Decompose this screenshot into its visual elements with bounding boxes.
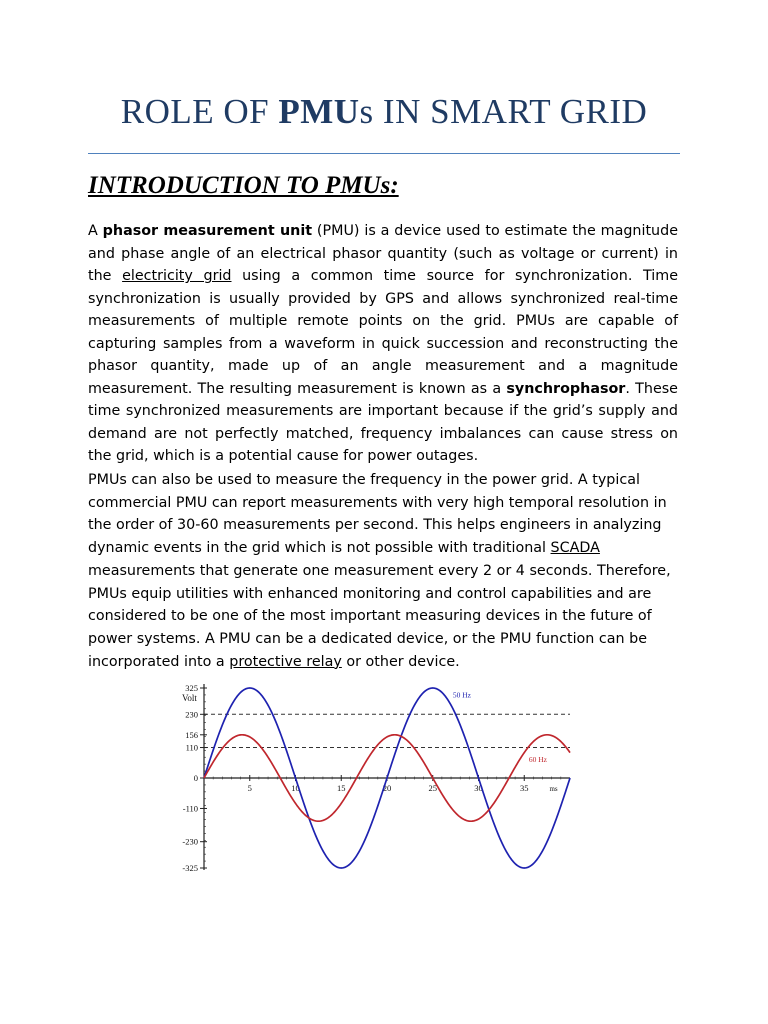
y-tick-label: 325 xyxy=(185,683,198,693)
y-tick-label: 156 xyxy=(185,729,198,740)
x-tick-label: 5 xyxy=(247,783,252,793)
page-title xyxy=(0,92,768,132)
y-tick-label: 110 xyxy=(185,742,198,753)
y-tick-label: -325 xyxy=(182,863,198,873)
y-axis-label: Volt xyxy=(182,693,197,703)
title-part: s IN SMART GRID xyxy=(359,92,648,131)
series-label-60hz: 60 Hz xyxy=(528,754,547,764)
x-tick-label: 20 xyxy=(382,783,392,793)
link-scada[interactable]: SCADA xyxy=(550,540,600,557)
x-tick-label: 10 xyxy=(291,783,300,793)
text-run: A xyxy=(88,223,103,239)
text-run: (PMU) is a device used to estimate the magnitude and phase angle of an electrical phasor quantity (such as voltage or current) in the xyxy=(88,223,678,284)
y-tick-label: -230 xyxy=(182,836,198,847)
x-tick-label: 30 xyxy=(474,783,483,793)
x-tick-label: 35 xyxy=(520,783,529,793)
x-tick-label: 25 xyxy=(428,783,437,793)
link-protective-relay[interactable]: protective relay xyxy=(229,653,342,670)
y-tick-label: 0 xyxy=(193,773,198,783)
text-run: using a common time source for synchronization. Time synchronization is usually provided by GPS and allows synchronized real-time measurements of multiple remote points on the grid. PMUs are capable of capturing samples from a waveform in quick succession and reconstructing the phasor quantity, made up of an angle measurement and a magnitude measurement. The resulting measurement is known as a xyxy=(88,268,678,397)
title-part: ROLE OF xyxy=(120,92,279,131)
y-tick-label: 230 xyxy=(185,709,198,720)
paragraph-frequency xyxy=(88,469,678,673)
section-heading: INTRODUCTION TO PMUs: xyxy=(88,172,399,199)
text-run: measurements that generate one measurement every 2 or 4 seconds. Therefore, PMUs equip utilities with enhanced monitoring and control capabilities and are considered to be one of the most important measuring devices in the future of power systems. A PMU can be a dedicated device, or the PMU function can be incorporated into a xyxy=(88,562,671,670)
title-divider xyxy=(88,153,680,154)
title-bold-part: PMU xyxy=(278,92,360,131)
bold-term: phasor measurement unit xyxy=(102,223,313,239)
x-unit-label: ms xyxy=(549,785,558,793)
x-tick-label: 15 xyxy=(337,783,346,793)
text-run: . These time synchronized measurements are important because if the grid’s supply and demand are not perfectly matched, frequency imbalances can cause stress on the grid, which is a potential cause for power outages. xyxy=(88,380,678,464)
waveform-chart xyxy=(168,680,574,876)
paragraph-intro xyxy=(88,220,678,468)
bold-term: synchrophasor xyxy=(506,380,626,397)
y-tick-label: -110 xyxy=(182,803,198,814)
text-run: or other device. xyxy=(341,653,460,670)
waveform-chart-svg xyxy=(168,680,574,876)
link-electricity-grid[interactable]: electricity grid xyxy=(122,268,232,284)
text-run: PMUs can also be used to measure the frequency in the power grid. A typical commercial PMU can report measurements with very high temporal resolution in the order of 30-60 measurements per second. This helps engineers in analyzing dynamic events in the grid which is not possible with traditional xyxy=(88,472,667,557)
series-label-50hz: 50 Hz xyxy=(452,690,472,700)
